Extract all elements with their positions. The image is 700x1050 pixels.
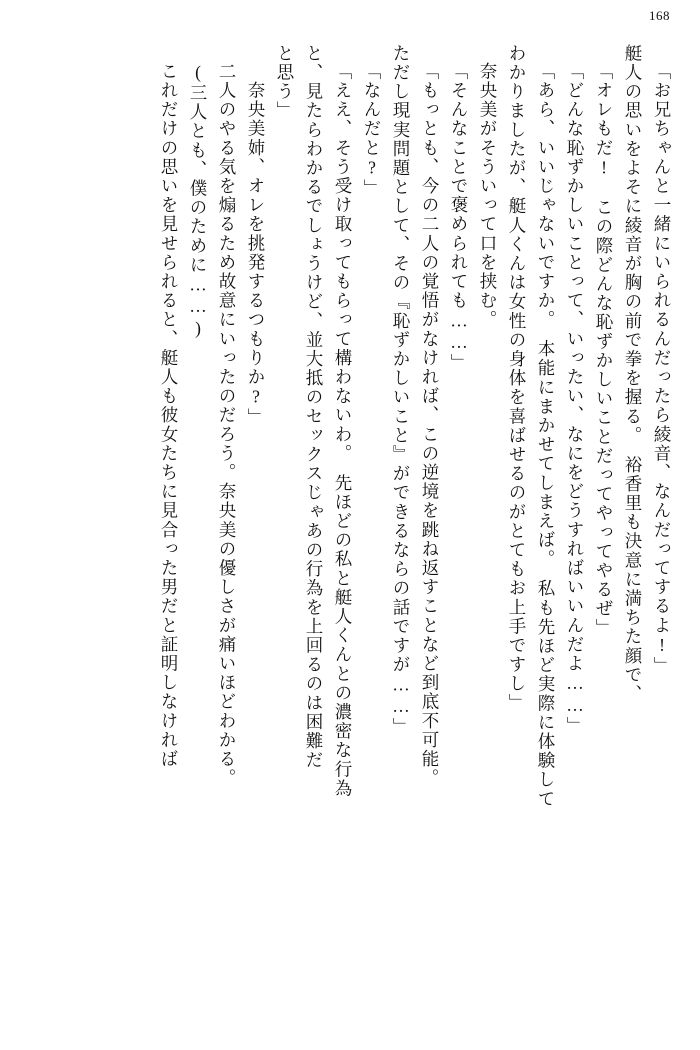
text-line: 艇人の思いをよそに綾音が胸の前で拳を握る。 裕香里も決意に満ちた顔で、	[623, 44, 643, 704]
text-line: これだけの思いを見せられると、艇人も彼女たちに見合った男だと証明しなければ	[159, 62, 179, 769]
text-line: 「ええ、そう受け取ってもらって構わないわ。 先ほどの私と艇人くんとの濃密な行為	[333, 62, 353, 799]
vertical-text-body	[30, 44, 670, 1020]
text-line: と、見たらわかるでしょうけど、並大抵のセックスじゃあの行為を上回るのは困難だ	[304, 44, 324, 770]
text-line: 「そんなことで褒められても……」	[449, 62, 469, 373]
text-line: 「あら、いいじゃないですか。 本能にまかせてしまえば。 私も先ほど実際に体験して	[536, 62, 556, 809]
text-line: 「どんな恥ずかしいことって、いったい、なにをどうすればいいんだよ……」	[565, 62, 585, 736]
text-line: 「もっとも、今の二人の覚悟がなければ、この逆境を跳ね返すことなど到底不可能。	[420, 62, 440, 788]
page-number: 168	[649, 8, 670, 23]
text-line: 「お兄ちゃんと一緒にいられるんだったら綾音、なんだってするよ!」	[652, 62, 672, 676]
text-line: (三人とも、僕のために……)	[188, 62, 208, 340]
text-line: わかりましたが、艇人くんは女性の身体を喜ばせるのがとてもお上手ですし」	[507, 44, 527, 713]
text-line: 「オレもだ! この際どんな恥ずかしいことだってやってやるぜ」	[594, 62, 614, 638]
text-line: 奈央美がそういって口を挟む。	[478, 62, 498, 330]
text-line: ただし現実問題として、その『恥ずかしいこと』ができるならの話ですが……」	[391, 44, 411, 737]
text-line: と思う」	[275, 44, 295, 121]
text-line: 二人のやる気を煽るため故意にいったのだろう。奈央美の優しさが痛いほどわかる。	[217, 62, 237, 788]
text-line: 「なんだと?」	[362, 62, 382, 199]
text-line: 奈央美姉、オレを挑発するつもりか?」	[246, 62, 266, 428]
